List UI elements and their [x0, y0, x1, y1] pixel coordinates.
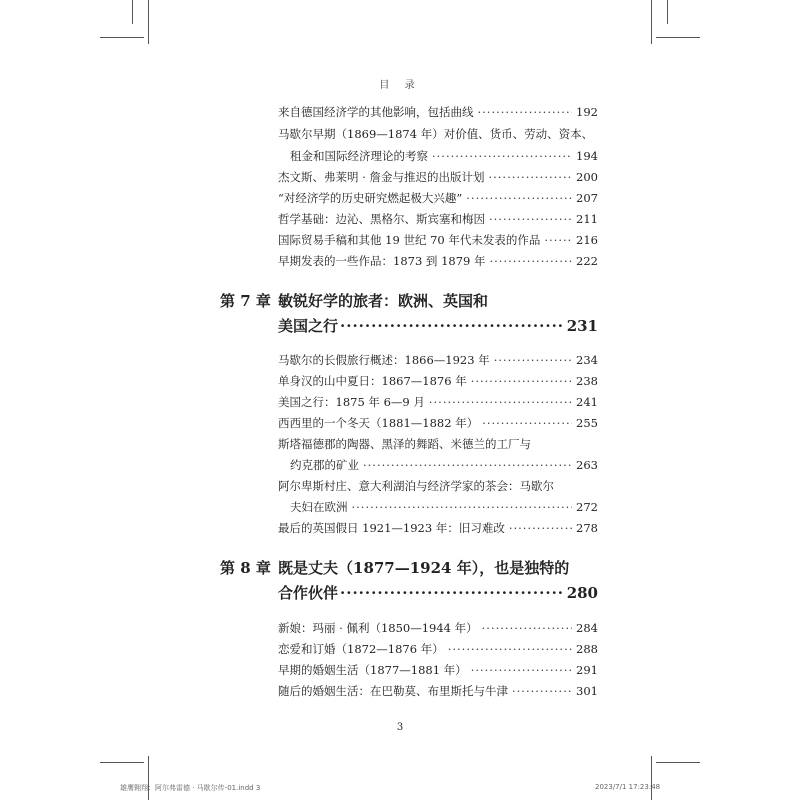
chapter-title-line2[interactable]	[278, 315, 598, 337]
toc-entry[interactable]	[278, 683, 598, 699]
dot-leader	[352, 499, 573, 515]
toc-entry-page: 211	[576, 212, 598, 226]
dot-leader	[488, 169, 572, 185]
crop-mark	[656, 762, 700, 763]
crop-mark	[100, 37, 144, 38]
toc-entry[interactable]	[278, 620, 598, 636]
chapter-title-line2[interactable]	[278, 582, 598, 604]
toc-entry[interactable]	[278, 394, 598, 410]
toc-entry-title: 恋爱和订婚（1872—1876 年）	[278, 642, 444, 656]
toc-entry-title: 新娘：玛丽 · 佩利（1850—1944 年）	[278, 621, 478, 635]
dot-leader	[432, 148, 572, 164]
toc-entry[interactable]	[278, 169, 598, 185]
toc-entry[interactable]	[278, 662, 598, 678]
dot-leader	[471, 373, 572, 389]
dot-leader	[478, 104, 573, 120]
toc-entry-page: 263	[576, 458, 598, 472]
crop-mark	[656, 37, 700, 38]
chapter-title: 合作伙伴	[278, 584, 339, 602]
toc-entry-title: 来自德国经济学的其他影响，包括曲线	[278, 105, 474, 119]
toc-entry-page: 255	[576, 416, 598, 430]
toc-entry-page: 194	[576, 149, 598, 163]
toc-entry-title: 国际贸易手稿和其他 19 世纪 70 年代未发表的作品	[278, 233, 541, 247]
page-header-title: 目 录	[379, 80, 421, 91]
toc-entry-title: 马歇尔的长假旅行概述：1866—1923 年	[278, 353, 490, 367]
toc-entry-page: 192	[576, 105, 598, 119]
dot-leader	[448, 641, 572, 657]
toc-entry-title: 杰文斯、弗莱明 · 詹金与推迟的出版计划	[278, 170, 485, 184]
toc-entry-title-line[interactable]: 马歇尔早期（1869—1874 年）对价值、货币、劳动、资本、	[278, 127, 594, 141]
toc-entry-page: 272	[576, 500, 598, 514]
toc-entry-title: 早期的婚姻生活（1877—1881 年）	[278, 663, 467, 677]
toc-entry-title: 随后的婚姻生活：在巴勒莫、布里斯托与牛津	[278, 684, 508, 698]
toc-entry-page: 216	[576, 233, 598, 247]
dot-leader	[466, 190, 572, 206]
dot-leader	[490, 253, 573, 269]
dot-leader	[429, 394, 572, 410]
toc-entry[interactable]	[278, 520, 598, 536]
toc-entry[interactable]	[290, 148, 598, 164]
chapter-title-line1[interactable]: 既是丈夫（1877—1924 年），也是独特的	[278, 559, 570, 577]
toc-entry[interactable]	[278, 415, 598, 431]
toc-entry-page: 301	[576, 684, 598, 698]
toc-entry-title: 约克郡的矿业	[290, 458, 359, 472]
toc-entry[interactable]	[290, 499, 598, 515]
toc-entry[interactable]	[278, 104, 598, 120]
toc-entry-page: 200	[576, 170, 598, 184]
toc-entry[interactable]	[278, 190, 598, 206]
crop-mark	[148, 0, 149, 44]
crop-mark	[651, 0, 652, 44]
dot-leader	[482, 415, 572, 431]
toc-entry-page: 241	[576, 395, 598, 409]
toc-entry-page: 278	[576, 521, 598, 535]
page-number: 3	[396, 722, 404, 733]
chapter-label: 第 7 章	[220, 292, 271, 310]
toc-entry-page: 207	[576, 191, 598, 205]
crop-mark	[148, 756, 149, 800]
chapter-title: 美国之行	[278, 317, 339, 335]
print-file-info: 雄鹰翱翔：阿尔弗雷德 · 马歇尔传-01.indd 3	[120, 784, 261, 792]
toc-entry-title: 租金和国际经济理论的考察	[290, 149, 428, 163]
dot-leader	[471, 662, 572, 678]
dot-leader	[363, 457, 572, 473]
crop-mark	[132, 0, 133, 24]
chapter-page: 231	[566, 317, 598, 335]
toc-entry[interactable]	[290, 457, 598, 473]
toc-entry-title: 西西里的一个冬天（1881—1882 年）	[278, 416, 479, 430]
crop-mark	[667, 0, 668, 24]
toc-entry-title: 美国之行：1875 年 6—9 月	[278, 395, 425, 409]
toc-entry-title-line[interactable]: 斯塔福德郡的陶器、黑泽的舞蹈、米德兰的工厂与	[278, 437, 531, 451]
toc-entry[interactable]	[278, 352, 598, 368]
dot-leader	[512, 683, 572, 699]
print-timestamp: 2023/7/1 17:23:48	[595, 783, 661, 791]
dot-leader	[509, 520, 572, 536]
toc-entry-page: 234	[576, 353, 598, 367]
toc-entry-title: 最后的英国假日 1921—1923 年：旧习难改	[278, 521, 505, 535]
toc-entry-title-line[interactable]: 阿尔卑斯村庄、意大利湖泊与经济学家的茶会：马歇尔	[278, 479, 554, 493]
toc-entry[interactable]	[278, 253, 598, 269]
crop-mark	[651, 756, 652, 800]
toc-entry-page: 284	[576, 621, 598, 635]
chapter-title-line1[interactable]: 敏锐好学的旅者：欧洲、英国和	[278, 292, 489, 310]
toc-entry-title: 哲学基础：边沁、黑格尔、斯宾塞和梅因	[278, 212, 485, 226]
dot-leader	[340, 315, 565, 337]
toc-entry-page: 288	[576, 642, 598, 656]
chapter-page: 280	[566, 584, 598, 602]
dot-leader	[482, 620, 572, 636]
toc-entry-page: 238	[576, 374, 598, 388]
toc-entry-page: 222	[576, 254, 598, 268]
toc-entry-title: 夫妇在欧洲	[290, 500, 348, 514]
toc-entry-title: “对经济学的历史研究燃起极大兴趣”	[278, 191, 463, 205]
chapter-label: 第 8 章	[220, 559, 271, 577]
dot-leader	[544, 232, 572, 248]
dot-leader	[489, 211, 572, 227]
toc-entry-page: 291	[576, 663, 598, 677]
toc-entry-title: 早期发表的一些作品：1873 到 1879 年	[278, 254, 486, 268]
dot-leader	[494, 352, 572, 368]
toc-entry[interactable]	[278, 211, 598, 227]
toc-entry[interactable]	[278, 641, 598, 657]
dot-leader	[340, 582, 565, 604]
crop-mark	[100, 762, 144, 763]
toc-entry-title: 单身汉的山中夏日：1867—1876 年	[278, 374, 467, 388]
toc-entry[interactable]	[278, 373, 598, 389]
toc-entry[interactable]	[278, 232, 598, 248]
